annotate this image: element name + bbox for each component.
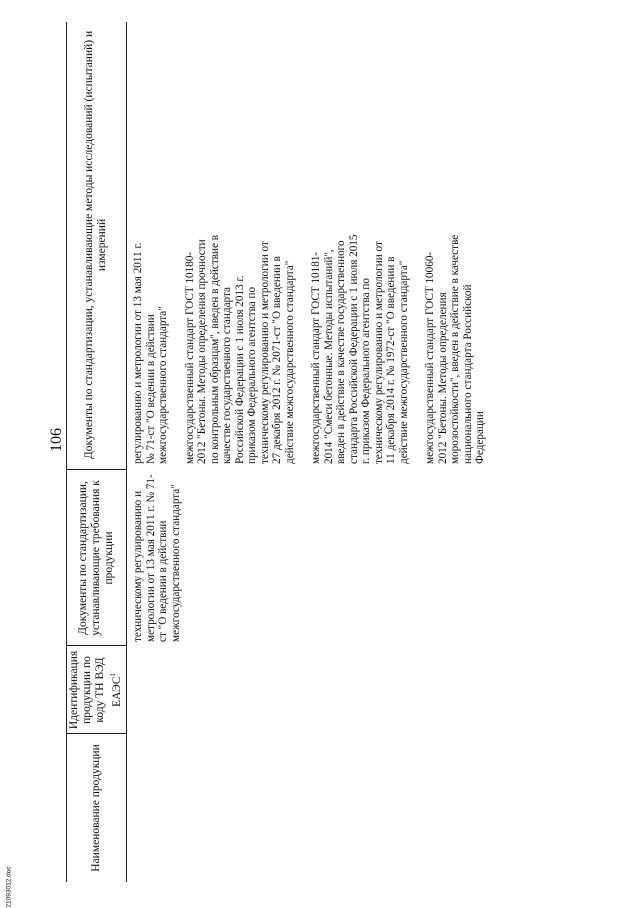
header-requirements-docs: Документы по стандартизации, устанавливающие требования к продукции bbox=[76, 480, 115, 636]
cell-requirements-docs: техническому регулированию и метрологии от 13 мая 2011 г. № 71-ст "О ведении в действии межгосударственного стандарта" bbox=[132, 474, 182, 642]
column-divider bbox=[66, 645, 126, 646]
header-methods-docs: Документы по стандартизации, устанавливающие методы исследований (испытаний) и измерений bbox=[83, 30, 108, 460]
document-filename: 21093012.doc bbox=[5, 866, 13, 908]
header-tnved-code: Идентификация продукции по коду ТН ВЭД ЕАЭС$^1$ bbox=[68, 650, 123, 730]
rotated-landscape-sheet bbox=[44, 22, 604, 882]
methods-doc-entry: регулированию и метрологии от 13 мая 2011 г. № 71-ст "О ведении в действии межгосударственного стандарта" bbox=[132, 242, 169, 464]
header-bottom-border bbox=[126, 22, 127, 882]
page-number: 106 bbox=[48, 428, 65, 452]
header-product-name: Наименование продукции bbox=[89, 744, 102, 872]
methods-doc-entry: межгосударственный стандарт ГОСТ 10060-2012 "Бетоны. Методы определения морозостойкости", введен в действие в качестве национального стандарта Российской Федерации bbox=[424, 234, 486, 464]
column-divider bbox=[66, 469, 126, 470]
methods-doc-entry: межгосударственный стандарт ГОСТ 10180-2012 "Бетоны. Методы определения прочности по контрольным образцам", введен в действие в качестве государственного стандарта Российской Федерации с 1 июля 2013 г. приказом Федерального агентства по техническому регулированию и метрологии от 27 декабря 2012 г. № 2071-ст "О введении в действие межгосударственного стандарта" bbox=[183, 234, 296, 464]
footnote-marker: 1 bbox=[109, 673, 118, 677]
methods-doc-entry: межгосударственный стандарт ГОСТ 10181-2014 "Смеси бетонные. Методы испытаний", введен в действие в качестве государственного стандарта Российской Федерации с 1 июля 2015 г. приказом Федерального агентства по техническому регулированию и метрологии от 11 декабря 2014 г. № 1972-ст "О введении в действие межгосударственного стандарта" bbox=[310, 234, 410, 464]
cell-methods-docs bbox=[132, 232, 501, 464]
